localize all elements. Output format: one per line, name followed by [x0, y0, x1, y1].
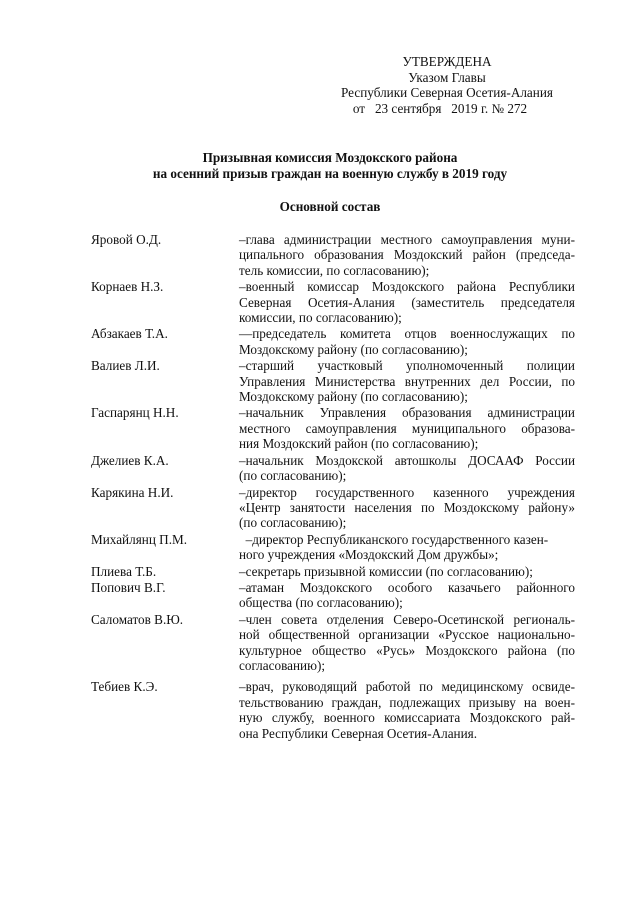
- member-role: [239, 405, 575, 451]
- member-role: [239, 580, 575, 611]
- member-name: Михайлянц П.М.: [91, 531, 188, 547]
- member-row: [91, 405, 577, 451]
- approval-republic: Республики Северная Осетия-Алания: [341, 85, 553, 100]
- role-line: «Центр занятости населения по Моздокскому району»: [239, 499, 575, 515]
- role-line: ного учреждения «Моздокский Дом дружбы»;: [239, 547, 499, 563]
- member-role: [239, 485, 575, 531]
- role-line: –старший участковый уполномоченный полиции: [239, 358, 575, 374]
- role-line: –член совета отделения Северо-Осетинской региональ-: [239, 611, 575, 627]
- member-row: [91, 580, 577, 611]
- member-name: Джелиев К.А.: [91, 452, 169, 468]
- role-line: она Республики Северная Осетия-Алания.: [239, 725, 478, 741]
- role-line: местного самоуправления муниципального образова-: [239, 420, 575, 436]
- role-line: –врач, руководящий работой по медицинскому освиде-: [239, 679, 575, 695]
- role-line: ципального образования Моздокский район (председа-: [239, 247, 575, 263]
- member-role: [239, 279, 575, 325]
- member-name: Яровой О.Д.: [91, 232, 162, 247]
- role-line: –директор государственного казенного учреждения: [239, 484, 575, 500]
- member-list: [91, 232, 577, 742]
- title-line-1: Призывная комиссия Моздокского района: [202, 150, 458, 165]
- member-row: [91, 358, 577, 404]
- member-role: [239, 564, 575, 579]
- role-line: ную службу, военного комиссариата Моздокского рай-: [239, 710, 575, 726]
- member-row: [91, 453, 577, 484]
- role-line: культурное общество «Русь» Моздокского района (по: [239, 642, 575, 658]
- member-role: [239, 679, 575, 741]
- member-role: [239, 326, 575, 357]
- member-row: [91, 612, 577, 674]
- role-line: –глава администрации местного самоуправления муни-: [239, 232, 575, 247]
- member-role: [239, 232, 575, 278]
- role-line: Северная Осетия-Алания (заместитель председателя: [239, 294, 575, 310]
- member-name: Абзакаев Т.А.: [91, 326, 168, 342]
- role-line: –военный комиссар Моздокского района Республики: [239, 279, 575, 295]
- role-line: (по согласованию);: [239, 468, 347, 484]
- role-line: Моздокскому району (по согласованию);: [239, 341, 468, 357]
- role-line: –начальник Управления образования администрации: [239, 405, 575, 421]
- member-row: [91, 532, 577, 563]
- member-name: Гаспарянц Н.Н.: [91, 405, 179, 421]
- member-name: Саломатов В.Ю.: [91, 611, 184, 627]
- member-role: [239, 532, 575, 563]
- member-name: Валиев Л.И.: [91, 358, 160, 374]
- member-row: [91, 679, 577, 741]
- role-line: комиссии, по согласованию);: [239, 310, 402, 326]
- section-heading: Основной состав: [279, 199, 381, 214]
- role-line: –начальник Моздокской автошколы ДОСААФ России: [239, 452, 575, 468]
- role-line: общества (по согласованию);: [239, 595, 403, 611]
- member-role: [239, 612, 575, 674]
- role-line: тель комиссии, по согласованию);: [239, 262, 430, 278]
- role-line: согласованию);: [239, 657, 325, 673]
- role-line: тельствованию граждан, подлежащих призыву на воен-: [239, 694, 575, 710]
- member-row: [91, 564, 577, 579]
- member-name: Плиева Т.Б.: [91, 563, 157, 579]
- member-row: [91, 232, 577, 278]
- role-line: –атаман Моздокского особого казачьего районного: [239, 579, 575, 595]
- approval-date: от 23 сентября 2019 г. № 272: [352, 100, 528, 116]
- member-name: Карякина Н.И.: [91, 484, 174, 500]
- role-line: ния Моздокский район (по согласованию);: [239, 436, 479, 452]
- member-name: Попович В.Г.: [91, 579, 166, 595]
- member-row: [91, 279, 577, 325]
- approval-status: УТВЕРЖДЕНА: [402, 54, 492, 69]
- member-name: Тебиев К.Э.: [91, 679, 158, 695]
- role-line: Моздокскому району (по согласованию);: [239, 389, 468, 405]
- member-role: [239, 358, 575, 404]
- role-line: —председатель комитета отцов военнослужащих по: [239, 326, 575, 342]
- role-line: Управления Министерства внутренних дел России, по: [239, 373, 575, 389]
- member-row: [91, 326, 577, 357]
- member-row: [91, 485, 577, 531]
- role-line: ной общественной организации «Русское национально-: [239, 627, 575, 643]
- approval-block: [332, 54, 562, 116]
- approval-decree: Указом Главы: [408, 69, 486, 85]
- role-line: (по согласованию);: [239, 515, 347, 531]
- role-line: –секретарь призывной комиссии (по согласованию);: [239, 563, 533, 579]
- member-name: Корнаев Н.З.: [91, 279, 164, 295]
- title-line-2: на осенний призыв граждан на военную службу в 2019 году: [152, 166, 508, 181]
- member-role: [239, 453, 575, 484]
- role-line: –директор Республиканского государственного казен-: [239, 531, 549, 547]
- document-title: [120, 150, 540, 182]
